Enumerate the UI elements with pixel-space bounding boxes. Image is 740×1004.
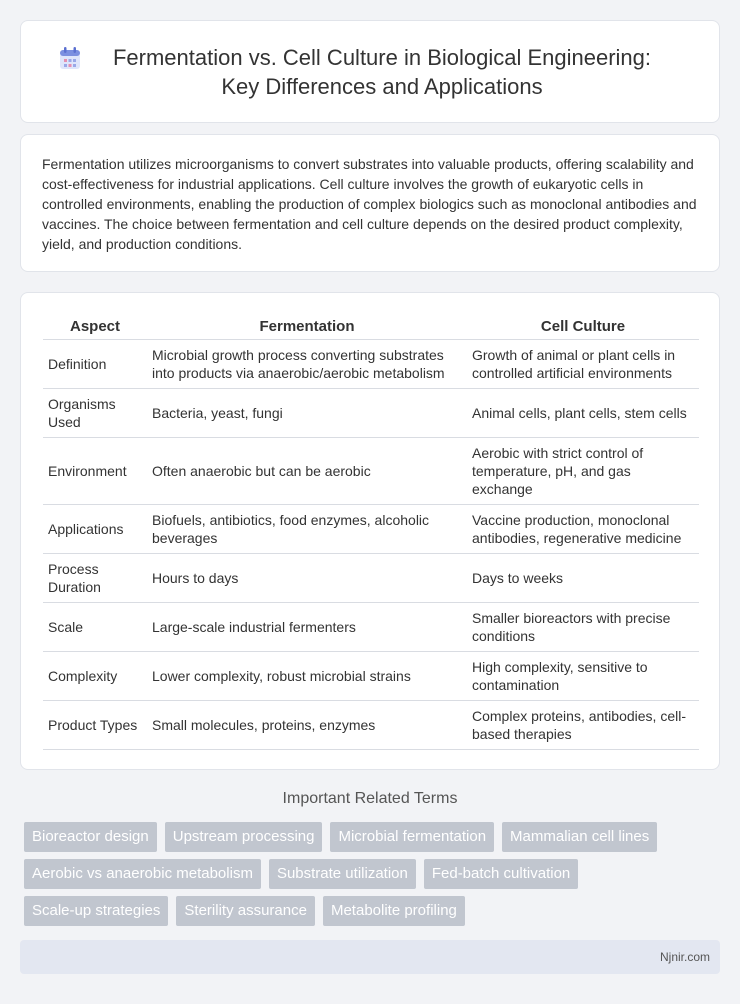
tag-mammalian-cell-lines[interactable]: Mammalian cell lines (502, 822, 657, 852)
intro-text: Fermentation utilizes microorganisms to convert substrates into valuable products, offering scalability and cost-effectiveness for industrial applications. Cell culture involves the growth of eukaryotic cells in controlled environments, enabling the production of complex biologics such as monoclonal antibodies and vaccines. The choice between fermentation and cell culture depends on the desired product complexity, yield, and production conditions. (42, 156, 697, 252)
aspect-cell: Scale (43, 602, 147, 651)
tag-row (24, 859, 724, 889)
table-row (43, 437, 699, 504)
calendar-icon (59, 47, 81, 71)
table-row (43, 651, 699, 700)
fermentation-cell: Microbial growth process converting substrates into products via anaerobic/aerobic metabolism (147, 339, 467, 388)
related-terms-title: Important Related Terms (282, 790, 458, 807)
cell-culture-cell: Aerobic with strict control of temperature, pH, and gas exchange (467, 437, 699, 504)
tag-row (24, 896, 724, 926)
tag-upstream-processing[interactable]: Upstream processing (165, 822, 323, 852)
title-block (21, 43, 719, 101)
header-cell-culture: Cell Culture (467, 313, 699, 339)
related-terms (24, 822, 724, 933)
aspect-cell: Definition (43, 339, 147, 388)
table-row (43, 504, 699, 553)
aspect-cell: Organisms Used (43, 388, 147, 437)
table-row (43, 388, 699, 437)
footer-site[interactable]: Njnir.com (659, 950, 710, 964)
tag-sterility-assurance[interactable]: Sterility assurance (176, 896, 315, 926)
fermentation-cell: Hours to days (147, 553, 467, 602)
cell-culture-cell: Smaller bioreactors with precise conditions (467, 602, 699, 651)
fermentation-cell: Often anaerobic but can be aerobic (147, 437, 467, 504)
cell-culture-cell: High complexity, sensitive to contamination (467, 651, 699, 700)
tag-aerobic-vs-anaerobic[interactable]: Aerobic vs anaerobic metabolism (24, 859, 261, 889)
aspect-cell: Applications (43, 504, 147, 553)
tag-row (24, 822, 724, 852)
page-title (21, 43, 719, 101)
table-row (43, 700, 699, 749)
tag-microbial-fermentation[interactable]: Microbial fermentation (330, 822, 494, 852)
fermentation-cell: Bacteria, yeast, fungi (147, 388, 467, 437)
comparison-table (43, 313, 699, 750)
footer (20, 940, 720, 974)
aspect-cell: Process Duration (43, 553, 147, 602)
cell-culture-cell: Vaccine production, monoclonal antibodies, regenerative medicine (467, 504, 699, 553)
cell-culture-cell: Growth of animal or plant cells in controlled artificial environments (467, 339, 699, 388)
tag-substrate-utilization[interactable]: Substrate utilization (269, 859, 416, 889)
title-card (20, 20, 720, 123)
aspect-cell: Environment (43, 437, 147, 504)
fermentation-cell: Large-scale industrial fermenters (147, 602, 467, 651)
header-aspect: Aspect (43, 313, 147, 339)
table-header-row (43, 313, 699, 339)
tag-bioreactor-design[interactable]: Bioreactor design (24, 822, 157, 852)
comparison-card (20, 292, 720, 770)
fermentation-cell: Lower complexity, robust microbial strains (147, 651, 467, 700)
header-fermentation: Fermentation (147, 313, 467, 339)
page-title-text: Fermentation vs. Cell Culture in Biological Engineering: Key Differences and Applications (112, 45, 652, 99)
table-row (43, 553, 699, 602)
fermentation-cell: Small molecules, proteins, enzymes (147, 700, 467, 749)
cell-culture-cell: Animal cells, plant cells, stem cells (467, 388, 699, 437)
cell-culture-cell: Complex proteins, antibodies, cell-based therapies (467, 700, 699, 749)
tag-fed-batch-cultivation[interactable]: Fed-batch cultivation (424, 859, 578, 889)
aspect-cell: Complexity (43, 651, 147, 700)
cell-culture-cell: Days to weeks (467, 553, 699, 602)
tag-metabolite-profiling[interactable]: Metabolite profiling (323, 896, 465, 926)
table-row (43, 339, 699, 388)
table-row (43, 602, 699, 651)
tag-scale-up-strategies[interactable]: Scale-up strategies (24, 896, 168, 926)
intro-card (20, 134, 720, 272)
fermentation-cell: Biofuels, antibiotics, food enzymes, alcoholic beverages (147, 504, 467, 553)
aspect-cell: Product Types (43, 700, 147, 749)
